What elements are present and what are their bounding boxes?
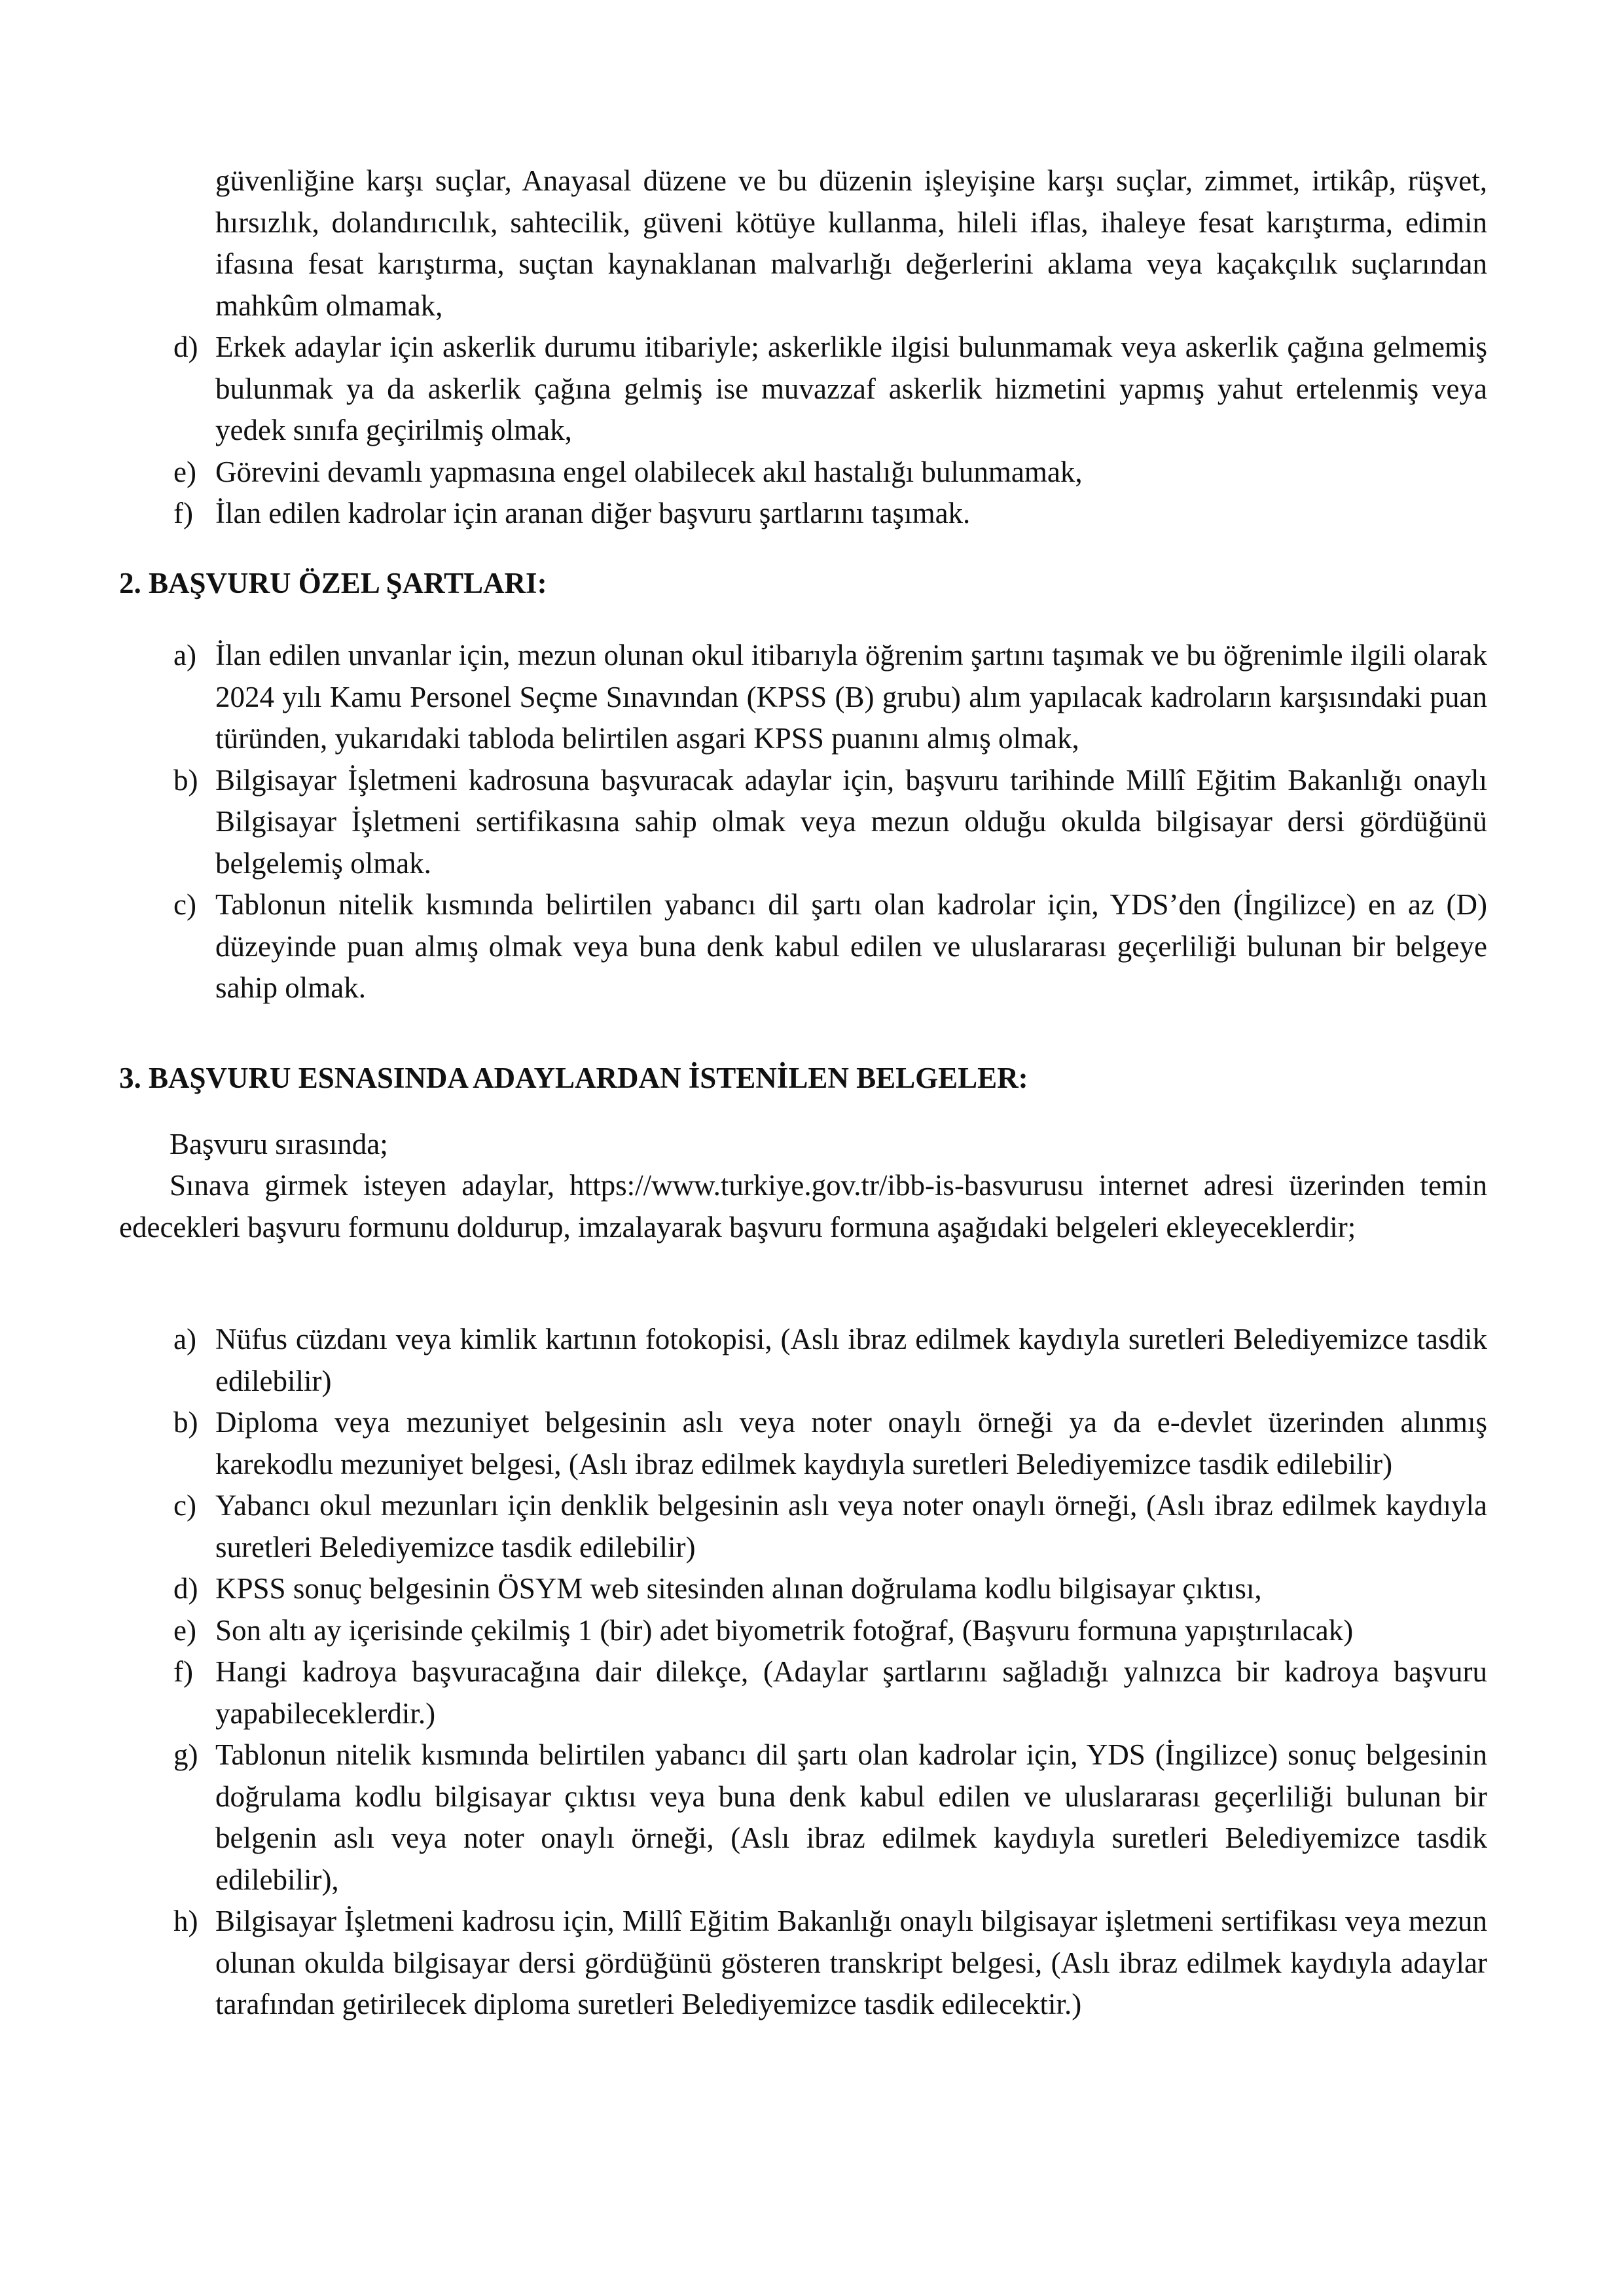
- list-item-text: KPSS sonuç belgesinin ÖSYM web sitesinden alınan doğrulama kodlu bilgisayar çıktısı,: [215, 1572, 1262, 1605]
- list-item-text: Hangi kadroya başvuracağına dair dilekçe, (Adaylar şartlarını sağladığı yalnızca bir kadroya başvuru yapabileceklerdir.): [215, 1655, 1487, 1730]
- intro-paragraph: Sınava girmek isteyen adaylar, https://www.turkiye.gov.tr/ibb-is-basvurusu internet adresi üzerinden temin edecekleri başvuru formunu doldurup, imzalayarak başvuru formuna aşağıdaki belgeleri ekleyeceklerdir;: [119, 1169, 1487, 1244]
- list-marker: d): [173, 1572, 198, 1605]
- list-item: [165, 327, 1487, 452]
- list-item-text: Yabancı okul mezunları için denklik belgesinin aslı veya noter onaylı örneği, (Aslı ibraz edilmek kaydıyla suretleri Belediyemizce tasdik edilebilir): [215, 1489, 1487, 1564]
- list-item: [165, 452, 1487, 493]
- list-item-text: Bilgisayar İşletmeni kadrosu için, Millî Eğitim Bakanlığı onaylı bilgisayar işletmeni sertifikası veya mezun olunan okulda bilgisayar dersi gördüğünü gösteren transkript belgesi, (Aslı ibraz edilmek kaydıyla adaylar tarafından getirilecek diploma suretleri Belediyemizce tasdik edilecektir.): [215, 1905, 1487, 2020]
- list-marker: e): [173, 455, 196, 488]
- list-marker: b): [173, 763, 198, 797]
- list-item: [165, 1402, 1487, 1485]
- special-conditions-list: [165, 635, 1487, 1009]
- list-item-text: İlan edilen unvanlar için, mezun olunan okul itibarıyla öğrenim şartını taşımak ve bu öğrenimle ilgili olarak 2024 yılı Kamu Personel Seçme Sınavından (KPSS (B) grubu) alım yapılacak kadroların karşısındaki puan türünden, yukarıdaki tabloda belirtilen asgari KPSS puanını almış olmak,: [215, 639, 1487, 755]
- list-item: [165, 1901, 1487, 2026]
- list-marker: c): [173, 888, 196, 921]
- list-marker: a): [173, 639, 196, 672]
- list-marker: d): [173, 331, 198, 363]
- list-marker: e): [173, 1613, 196, 1647]
- list-item-text: Erkek adaylar için askerlik durumu itibariyle; askerlikle ilgisi bulunmamak veya askerlik çağına gelmemiş bulunmak ya da askerlik çağına gelmiş ise muvazzaf askerlik hizmetini yapmış yahut ertelenmiş veya yedek sınıfa geçirilmiş olmak,: [215, 331, 1487, 446]
- list-item: [165, 1319, 1487, 1402]
- list-marker: h): [173, 1905, 198, 1937]
- list-item-c-continuation: güvenliğine karşı suçlar, Anayasal düzene ve bu düzenin işleyişine karşı suçlar, zimmet, irtikâp, rüşvet, hırsızlık, dolandırıcılık, sahtecilik, güveni kötüye kullanma, hileli iflas, ihaleye fesat karıştırma, edimin ifasına fesat karıştırma, suçtan kaynaklanan malvarlığı değerlerini aklama veya kaçakçılık suçlarından mahkûm olmamak,: [215, 164, 1487, 322]
- list-item-text: Görevini devamlı yapmasına engel olabilecek akıl hastalığı bulunmamak,: [215, 455, 1083, 488]
- list-item-text: Tablonun nitelik kısmında belirtilen yabancı dil şartı olan kadrolar için, YDS’den (İngilizce) en az (D) düzeyinde puan almış olmak veya buna denk kabul edilen ve uluslararası geçerliliği bulunan bir belgeye sahip olmak.: [215, 888, 1487, 1004]
- list-item-text: Bilgisayar İşletmeni kadrosuna başvuracak adaylar için, başvuru tarihinde Millî Eğitim Bakanlığı onaylı Bilgisayar İşletmeni sertifikasına sahip olmak veya mezun olduğu okulda bilgisayar dersi gördüğünü belgelemiş olmak.: [215, 763, 1487, 880]
- list-item: [165, 1485, 1487, 1568]
- list-item-text: Nüfus cüzdanı veya kimlik kartının fotokopisi, (Aslı ibraz edilmek kaydıyla suretleri Belediyemizce tasdik edilebilir): [215, 1323, 1487, 1397]
- list-item: [165, 760, 1487, 885]
- list-item: [165, 1734, 1487, 1901]
- list-item-text: Tablonun nitelik kısmında belirtilen yabancı dil şartı olan kadrolar için, YDS (İngilizce) sonuç belgesinin doğrulama kodlu bilgisayar çıktısı veya buna denk kabul edilen ve uluslararası geçerliliği bulunan bir belgenin aslı veya noter onaylı örneği, (Aslı ibraz edilmek kaydıyla suretleri Belediyemizce tasdik edilebilir),: [215, 1738, 1487, 1896]
- list-item: [165, 493, 1487, 535]
- general-conditions-list: [165, 160, 1487, 535]
- list-marker: c): [173, 1489, 196, 1522]
- list-marker: f): [173, 1655, 193, 1688]
- list-marker: g): [173, 1738, 198, 1771]
- required-documents-list: [165, 1319, 1487, 2026]
- list-marker: a): [173, 1323, 196, 1355]
- list-marker: f): [173, 497, 193, 529]
- list-item: [165, 1568, 1487, 1610]
- intro-line: Başvuru sırasında;: [170, 1128, 388, 1160]
- list-item: [165, 1610, 1487, 1652]
- list-item: [165, 635, 1487, 760]
- list-item: [165, 1651, 1487, 1734]
- list-item: [165, 884, 1487, 1009]
- list-item-text: Son altı ay içerisinde çekilmiş 1 (bir) adet biyometrik fotoğraf, (Başvuru formuna yapıştırılacak): [215, 1613, 1354, 1647]
- list-item-text: İlan edilen kadrolar için aranan diğer başvuru şartlarını taşımak.: [215, 497, 971, 529]
- section-heading-special-conditions: 2. BAŞVURU ÖZEL ŞARTLARI:: [119, 567, 547, 600]
- list-item-text: Diploma veya mezuniyet belgesinin aslı veya noter onaylı örneği ya da e-devlet üzerinden alınmış karekodlu mezuniyet belgesi, (Aslı ibraz edilmek kaydıyla suretleri Belediyemizce tasdik edilebilir): [215, 1406, 1487, 1480]
- section-heading-required-documents: 3. BAŞVURU ESNASINDA ADAYLARDAN İSTENİLEN BELGELER:: [119, 1062, 1028, 1094]
- list-marker: b): [173, 1406, 198, 1439]
